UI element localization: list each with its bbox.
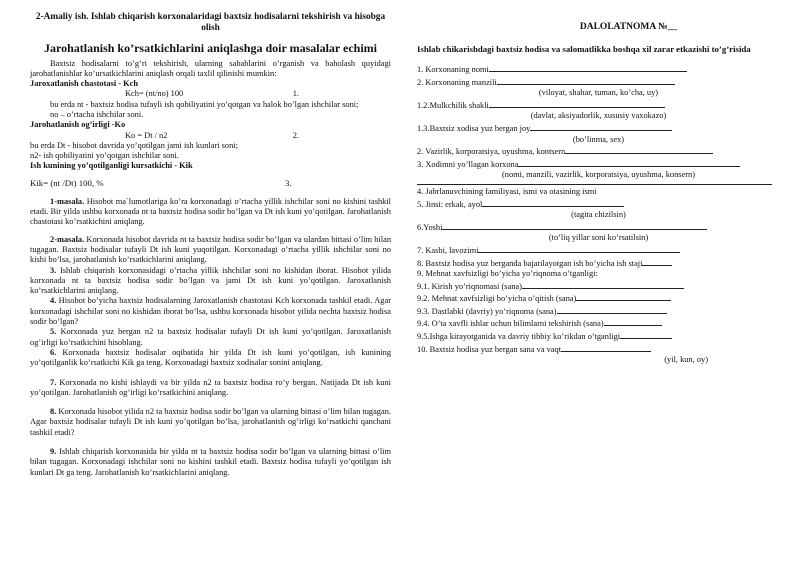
field-intro-instruction: 9.1. Kirish yo’riqnomasi (sana) <box>417 280 780 293</box>
hint-gender: (tagita chizilsin) <box>571 210 626 220</box>
field-work-experience: 8. Baxtsiz hodisa yuz berganda bajarilayotgan ish bo’yicha ish staji <box>417 257 780 270</box>
field-victim-name: 4. Jabrlanuvchining familiyasi, ismi va otasining ismi <box>417 186 597 196</box>
formula-3-heading: Ish kunining yo’qotilganligi kursatkichi - Kik <box>30 161 193 171</box>
field-gender: 5. Jinsi: erkak, ayol <box>417 198 780 211</box>
formula-2-expression: Ko = Dt / n2 <box>125 130 168 140</box>
formula-1-heading: Jaroxatlanish chastotasi - Kch <box>30 79 139 89</box>
right-page <box>405 0 800 565</box>
field-profession: 7. Kasbi, lavozimi <box>417 244 780 257</box>
field-company-name: 1. Korxonaning nomi <box>417 63 780 76</box>
task-5: 5. Korxonada yuz bergan n2 ta baxtsiz hodisalar tufayli Dt ish kuni yo’qotilgan. Jaroxatlanish og’irligi ko’rsatkichini hisoblang. <box>30 327 391 347</box>
hint-sending-company: (nomi, manzili, vazirlik, korporatsiya, uyushma, konsern) <box>501 170 696 180</box>
field-ministry: 2. Vazirlik, korporatsiya, uyushma, kontsern <box>417 145 780 158</box>
field-hazard-knowledge: 9.4. O’ta xavfli ishlar uchun bilimlarni tekshirish (sana) <box>417 317 780 330</box>
field-age: 6.Yoshi <box>417 221 780 234</box>
formula-2-number: 2. <box>292 130 299 140</box>
field-company-address: 2. Korxonaning manzili <box>417 76 780 89</box>
formula-2-desc-2: n2- ish qobiliyatini yo’qotgan ishchilar soni. <box>30 151 179 161</box>
task-4: 4. Hisobot bo’yicha baxtsiz hodisalarning Jaroxatlanish chastotasi Kch korxonada tashkil etadi. Agar korxonadagi ishchilar soni no kishidan iborat bo’lsa, ushbu korxonada hisobot yilida nechta baxtsiz hodisa sodir bo’lgan? <box>30 296 391 327</box>
field-safety-instruction: 9. Mehnat xavfsizligi bo’yicha yo’riqnoma o’tganligi: <box>417 269 598 279</box>
intro-paragraph: Baxtsiz hodisalarni to’g’ri tekshirish, ularning sabablarini o’rganish va baholash quyidagi jarohatlanishlar ko’ursatkichlarini aniqlash orqali taxlil qilinishi mumkin: <box>30 58 391 78</box>
section-title: Jarohatlanish ko’rsatkichlarini aniqlashga doir masalalar echimi <box>43 41 378 55</box>
hint-date: (yil, kun, oy) <box>664 355 708 365</box>
task-9: 9. Ishlab chiqarish korxonasida bir yilda nt ta baxtsiz hodisa sodir bo’lgan va ularning bittasi o’lim bilan tugagan. Korxonadagi ishchilar soni no kishini tashkil etadi. Baxtsiz hodisa tufayli yo’qotilgan ish kunlari Dt ga teng. Jarohatlanish ko’rsatkichlarini aniqlang. <box>30 447 392 477</box>
field-periodic-instruction: 9.3. Dastlabki (davriy) yo’riqnoma (sana) <box>417 305 780 318</box>
act-subtitle: Ishlab chikarishdagi baxtsiz hodisa va salomatlikka boshqa xil zarar etkazishi to’g’risida <box>417 44 751 54</box>
hint-address: (viloyat, shahar, tuman, ko’cha, uy) <box>538 88 659 98</box>
task-6: 6. Korxonada baxtsiz hodisalar oqibatida bir yilda Dt ish kuni yo’qotilgan, ish kunining yo’qotilganlik ko’rsatkichi Kik ga teng. Korxonadagi baxtsiz xodisalar sonini aniqlang. <box>30 347 392 368</box>
formula-2-desc-1: bu erda Dt - hisobot davrida yo’qotilgan jami ish kunlari soni; <box>30 140 238 150</box>
task-7: 7. Korxonada no kishi ishlaydi va bir yilda n2 ta baxtsiz hodisa ro’y bergan. Natijada Dt ish kuni yo’qotilgan. Jarohatlanish og’irligi ko’rsatkichini aniqlang. <box>30 377 391 397</box>
field-incident-place: 1.3.Baxtsiz xodisa yuz bergan joy <box>417 122 780 135</box>
formula-1-desc-1: bu erda nt - baxtsiz hodisa tufayli ish qobiliyatini yo’qotgan va halok bo’lgan ishchilar soni; <box>50 99 359 109</box>
field-incident-date: 10. Baxtsiz hodisa yuz bergan sana va vaqt <box>417 343 780 356</box>
field-safety-training: 9.2. Mehnat xavfsizligi bo’yicha o’qitish (sana) <box>417 292 780 305</box>
act-title: DALOLATNOMA №__ <box>579 22 678 32</box>
formula-1-desc-2: no – o’rtacha ishchilar soni. <box>50 109 144 119</box>
formula-1-expression: Kch= (nt/no) 100 <box>125 89 184 99</box>
formula-3-expression: Kik= (nt /Dt) 100, % <box>30 177 104 188</box>
hint-place: (bo’linma, sex) <box>572 134 625 144</box>
hint-ownership: (davlat, aksiyadorlik, xususiy vaxokazo) <box>530 111 667 121</box>
task-8: 8. Korxonada hisobot yilida n2 ta baxtsiz hodisa sodir bo’lgan va ularning bittasi o’lim bilan tugagan. Agar baxtsiz hodisalar tufayli Dt ish kuni yo’qotilgan bo’lsa, jarohatlanish og’irligi ko’rsatkichi qanchani tashkil etadi? <box>30 407 391 437</box>
formula-1 <box>30 89 391 99</box>
task-1: 1-masala. Hisobot ma`lumotlariga ko’ra korxonadagi o’rtacha yillik ishchilar soni no kishini tashkil etadi. Bir yilda ushbu korxonada nt ta baxtsiz hodisa sodir bo’lgan va Dt ish kuni yo’qotilgan. Jarohatlanish chastotasi ko’rsatkichini aniqlang. <box>30 196 392 227</box>
formula-2-heading: Jarohatlanish og’irligi -Ko <box>30 120 126 130</box>
practical-work-header: 2-Amaliy ish. Ishlab chiqarish korxonalaridagi baxtsiz hodisalarni tekshirish va hisobga olish <box>35 12 386 33</box>
task-3: 3. Ishlab chiqarish korxonasidagi o’rtacha yillik ishchilar soni no kishidan iborat. Hisobot yilida korxonada nt ta baxtsiz hodisa sodir bo’lgan va jami Dt ish kuni yo’qotilgan. Jaroxatlanish ko’rsatkichlarini aniqlang. <box>30 265 391 296</box>
field-medical-check: 9.5.Ishga kirayotganida va davriy tibbiy ko’rikdan o’tganligi <box>417 330 780 343</box>
task-2: 2-masala. Korxonada hisobot davrida nt ta baxtsiz hodisa sodir bo’lgan va ulardan bittasi o’lim bilan tugagan. Baxtsiz hodisalar tufayli Dt ish kuni yuqotilgan. Korxonadagi o’rtacha yillik ishchilar soni no kishi bo’lsa, jarohatlanish ko’rsatkichlarini aniqlang. <box>30 234 392 265</box>
field-sending-company: 3. Xodimni yo’llagan korxona <box>417 158 780 171</box>
hint-age: (to’liq yillar soni ko’rsatilsin) <box>548 233 649 243</box>
field-ownership: 1.2.Mulkchilik shakli <box>417 99 780 112</box>
formula-3 <box>30 178 391 189</box>
formula-3-number: 3. <box>285 177 292 188</box>
formula-2 <box>30 131 391 141</box>
blank-line <box>417 181 772 185</box>
formula-1-number: 1. <box>292 89 299 99</box>
